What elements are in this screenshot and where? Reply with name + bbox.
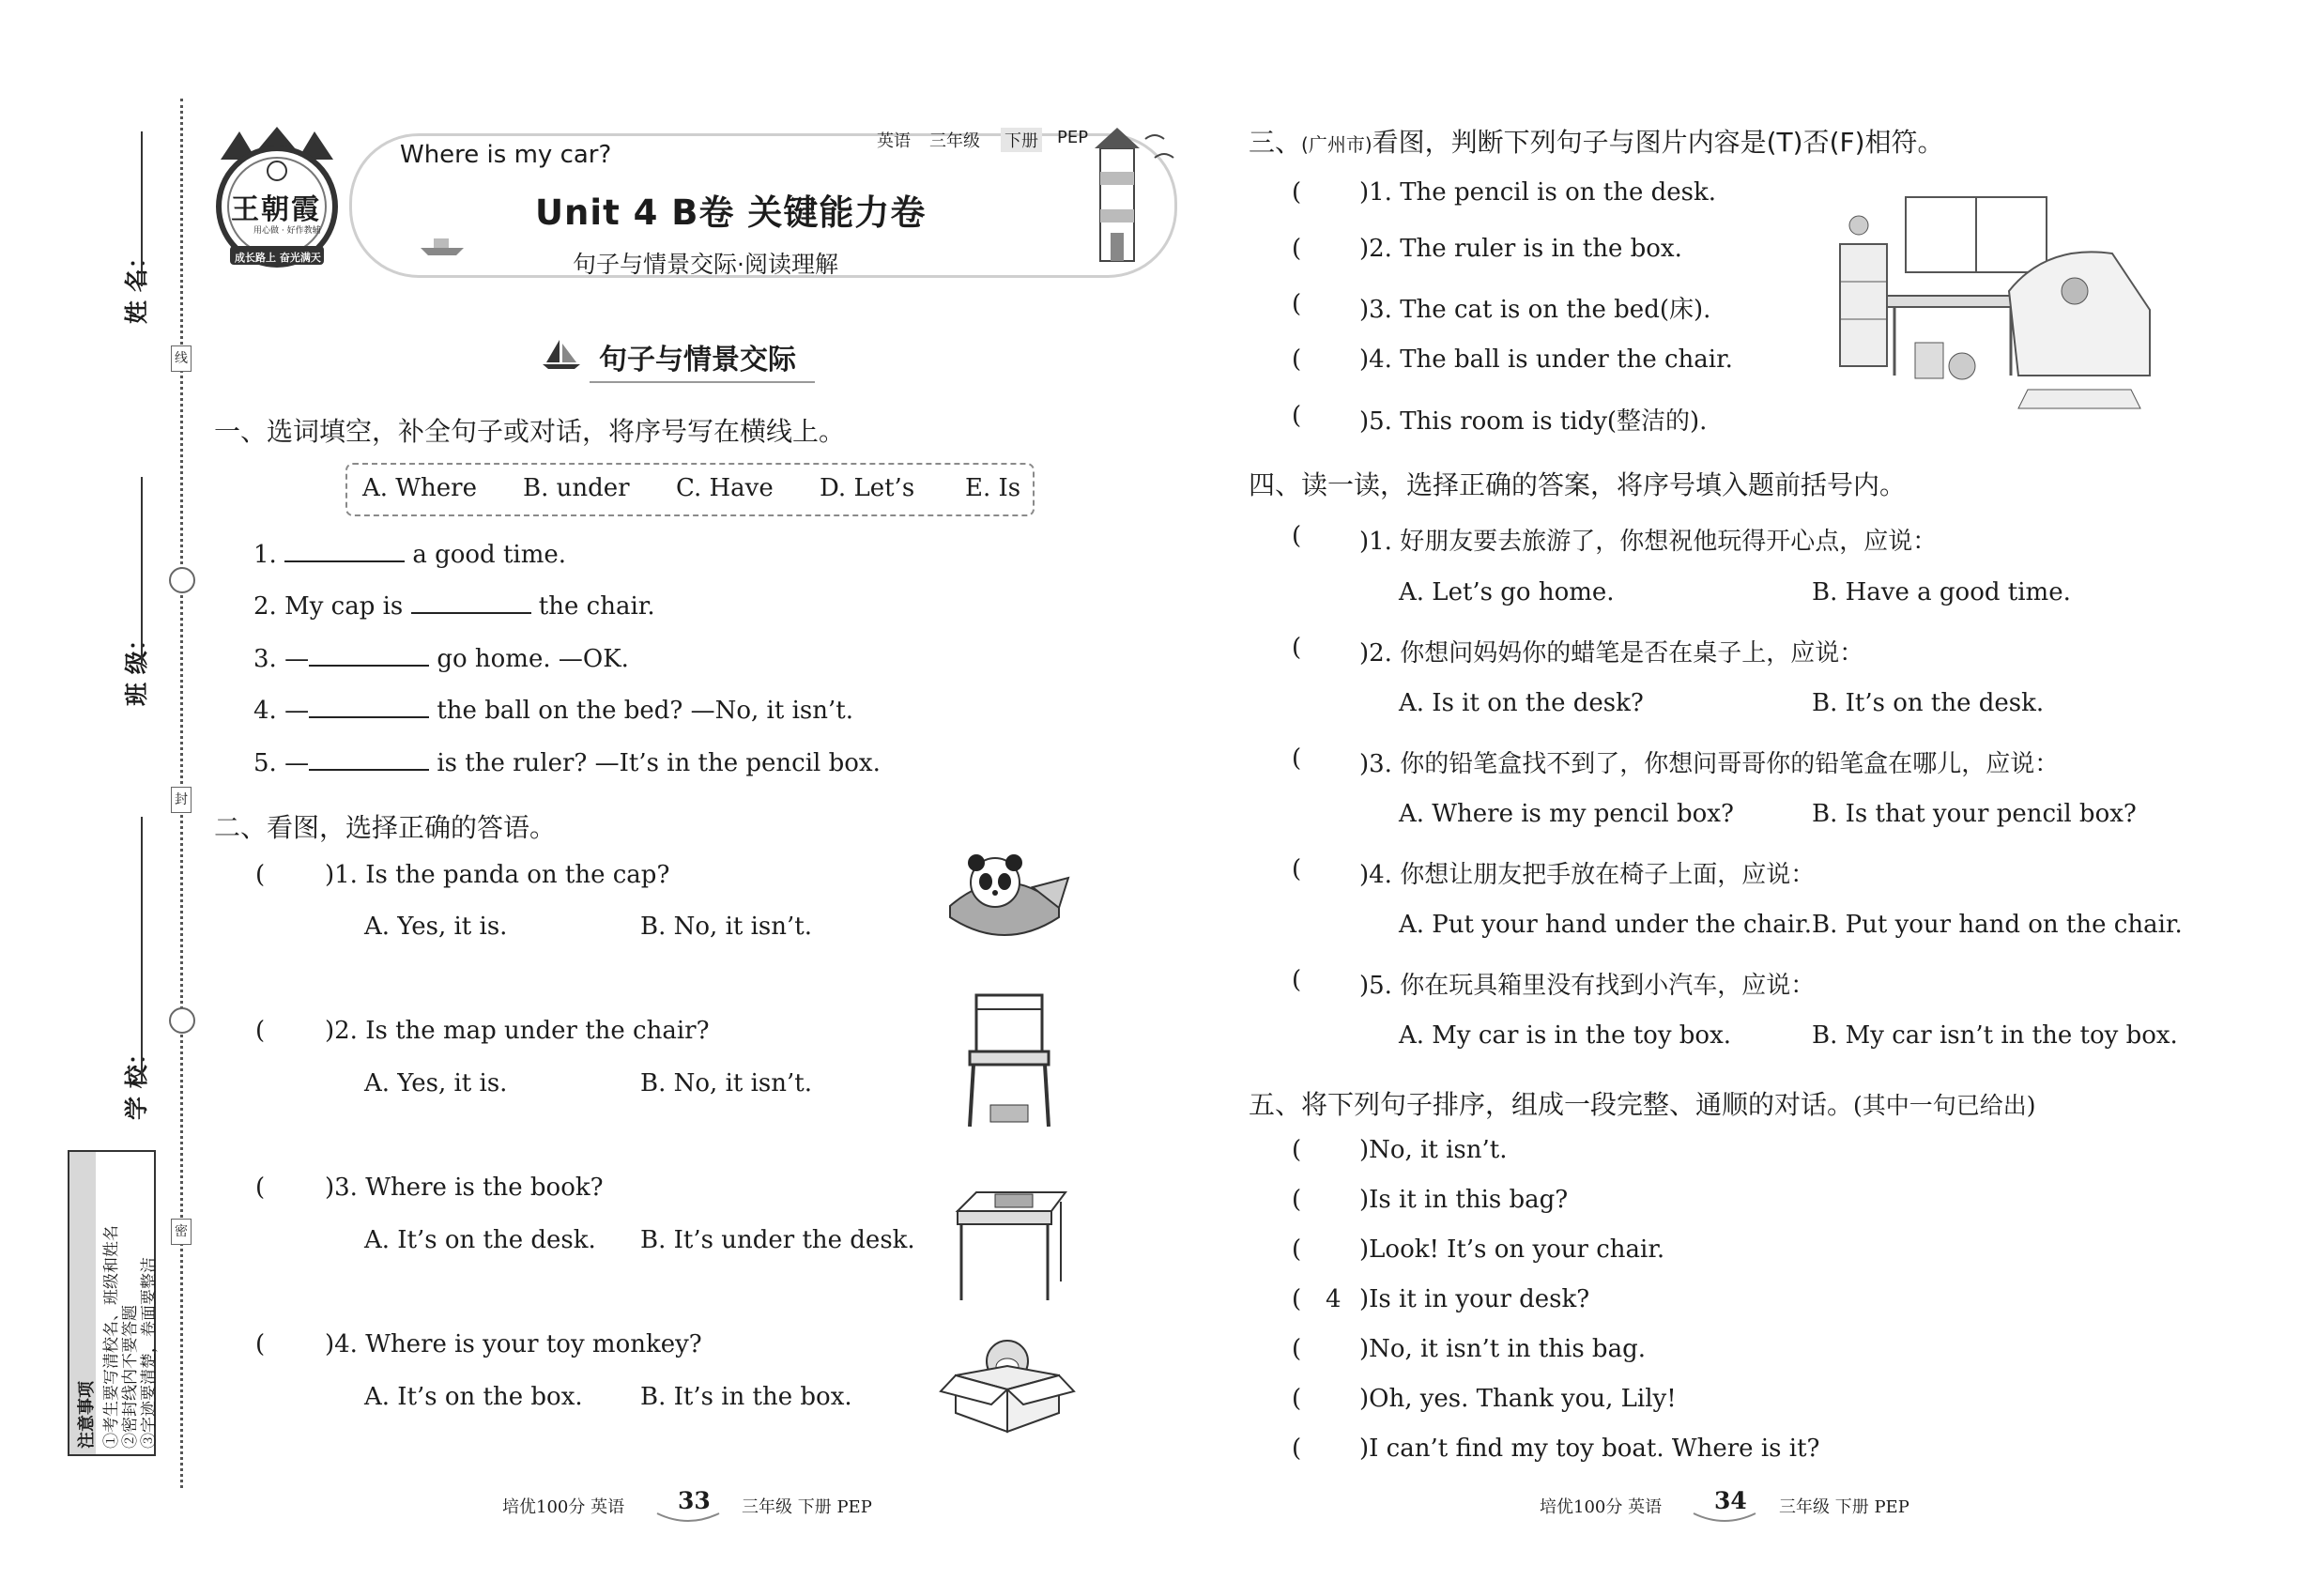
q2-question: )2. Is the map under the chair? [325,1017,710,1045]
page-number-right: 34 [1714,1487,1747,1514]
word-option: B. under [523,474,630,502]
class-label: 班 级： [123,627,150,706]
section-title: 句子与情景交际 [599,336,796,377]
q3-heading: 三、(广州市)看图，判断下列句子与图片内容是(T)否(F)相符。 [1249,127,1944,158]
q2-option-b[interactable]: B. It’s in the box. [640,1383,852,1411]
q4-question: )4. 你想让朋友把手放在椅子上面，应说： [1359,861,1816,889]
q1-item: 2. My cap is the chair. [253,592,655,621]
q3-item: )4. The ball is under the chair. [1359,345,1733,374]
q2-option-a[interactable]: A. Yes, it is. [364,1069,508,1097]
answer-blank[interactable] [309,644,429,667]
q4-option-b[interactable]: B. My car isn’t in the toy box. [1812,1021,2178,1050]
q4-option-a[interactable]: A. Let’s go home. [1399,578,1615,606]
q2-option-b[interactable]: B. It’s under the desk. [640,1226,915,1254]
q4-option-a[interactable]: A. Is it on the desk? [1399,689,1644,717]
q2-question: )3. Where is the book? [325,1174,604,1202]
notice-item: ③字迹要清楚，卷面要整洁 [140,1257,159,1449]
cut-mark-seal: 封 [171,787,192,813]
cut-mark-secret: 密 [171,1219,192,1245]
q4-question: )2. 你想问妈妈你的蜡笔是否在桌子上，应说： [1359,639,1864,668]
class-write-line[interactable] [141,477,143,665]
logo-sub: 成长路上 奋光满天 [235,252,321,264]
notice-title: 注意事项 [77,1381,97,1449]
box-monkey-picture [937,1333,1078,1436]
name-write-line[interactable] [141,131,143,286]
q5-sentence: )No, it isn’t in this bag. [1359,1335,1646,1363]
page-arc-icon [655,1512,721,1525]
q5-sentence: )I can’t find my toy boat. Where is it? [1359,1435,1820,1463]
q5-heading: 五、将下列句子排序，组成一段完整、通顺的对话。(其中一句已给出) [1249,1089,2036,1120]
subject-tag: 英语 [877,131,911,151]
q4-question: )5. 你在玩具箱里没有找到小汽车，应说： [1359,972,1816,1000]
q5-sentence: )Look! It’s on your chair. [1359,1235,1665,1264]
footer-left-text: 培优100分 英语 [502,1497,625,1517]
lighthouse-icon [1080,120,1183,270]
q4-option-b[interactable]: B. It’s on the desk. [1812,689,2045,717]
q5-given-number: 4 [1326,1285,1342,1313]
footer-left-text: 三年级 下册 PEP [742,1497,872,1517]
q2-question: )1. Is the panda on the cap? [325,861,670,889]
answer-blank[interactable] [309,696,429,718]
panda-cap-picture [939,850,1070,953]
sailboat-icon [543,338,580,370]
q2-question: )4. Where is your toy monkey? [325,1330,702,1358]
q1-item: 1. a good time. [253,541,567,569]
q4-option-b[interactable]: B. Is that your pencil box? [1812,800,2137,828]
seal-circle-icon [169,1007,195,1034]
q2-option-a[interactable]: A. It’s on the desk. [364,1226,596,1254]
notice-box [68,1150,159,1456]
q4-option-b[interactable]: B. Put your hand on the chair. [1812,911,2183,939]
name-label: 姓 名： [123,245,150,324]
notice-item: ②密封线内不要答题 [121,1305,140,1449]
unit-title: Unit 4 B卷 关键能力卷 [535,192,927,233]
q4-question: )3. 你的铅笔盒找不到了，你想问哥哥你的铅笔盒在哪儿，应说： [1359,750,2060,778]
word-option: E. Is [965,474,1021,502]
unit-subtitle: 句子与情景交际·阅读理解 [573,251,838,278]
unit-english-title: Where is my car? [400,141,612,169]
q3-item: )3. The cat is on the bed(床). [1359,296,1711,324]
footer-right-text: 培优100分 英语 [1540,1497,1663,1517]
q3-item: )1. The pencil is on the desk. [1359,178,1717,207]
q4-question: )1. 好朋友要去旅游了，你想祝他玩得开心点，应说： [1359,528,1938,556]
school-write-line[interactable] [141,817,143,1084]
q4-option-a[interactable]: A. Put your hand under the chair. [1399,911,1812,939]
grade-tag: 三年级 [929,131,980,151]
answer-blank[interactable] [411,591,531,614]
cut-mark-line: 线 [171,345,192,372]
page-number-left: 33 [678,1487,711,1514]
chair-map-picture [962,990,1056,1131]
q2-option-a[interactable]: A. It’s on the box. [364,1383,583,1411]
q5-sentence: )Is it in this bag? [1359,1186,1569,1214]
q4-heading: 四、读一读，选择正确的答案，将序号填入题前括号内。 [1249,469,1907,500]
q2-option-a[interactable]: A. Yes, it is. [364,913,508,941]
logo-text: 王朝霞 [231,193,321,226]
edition-tag: PEP [1057,128,1089,147]
q1-item: 3. — go home. —OK. [253,645,629,673]
bedroom-picture [1831,188,2159,413]
q2-heading: 二、看图，选择正确的答语。 [214,812,557,843]
answer-blank[interactable] [309,748,429,771]
q4-option-a[interactable]: A. My car is in the toy box. [1399,1021,1732,1050]
q5-sentence: )Is it in your desk? [1359,1285,1590,1313]
seal-circle-icon [169,567,195,593]
q1-item: 4. — the ball on the bed? —No, it isn’t. [253,697,853,725]
answer-blank[interactable] [284,540,405,562]
school-label: 学 校： [123,1041,150,1120]
q5-sentence: )No, it isn’t. [1359,1136,1508,1164]
word-options-box [345,463,1035,516]
q1-item: 5. — is the ruler? —It’s in the pencil box. [253,749,881,777]
logo-tag: 用心做 · 好作教辅 [253,226,321,236]
q4-option-a[interactable]: A. Where is my pencil box? [1399,800,1734,828]
desk-book-picture [948,1183,1070,1305]
term-tag: 下册 [1001,128,1042,152]
word-option: A. Where [362,474,477,502]
word-option: D. Let’s [820,474,915,502]
page-arc-icon [1692,1512,1757,1525]
ship-icon [419,233,466,257]
q5-sentence: )Oh, yes. Thank you, Lily! [1359,1385,1677,1413]
q3-item: )2. The ruler is in the box. [1359,235,1682,263]
word-option: C. Have [676,474,774,502]
q2-option-b[interactable]: B. No, it isn’t. [640,913,812,941]
q4-option-b[interactable]: B. Have a good time. [1812,578,2071,606]
footer-right-text: 三年级 下册 PEP [1779,1497,1909,1517]
q1-heading: 一、选词填空，补全句子或对话，将序号写在横线上。 [214,416,846,447]
q3-item: )5. This room is tidy(整洁的). [1359,407,1708,436]
notice-item: ①考生要写清校名、班级和姓名 [102,1225,121,1449]
q2-option-b[interactable]: B. No, it isn’t. [640,1069,812,1097]
